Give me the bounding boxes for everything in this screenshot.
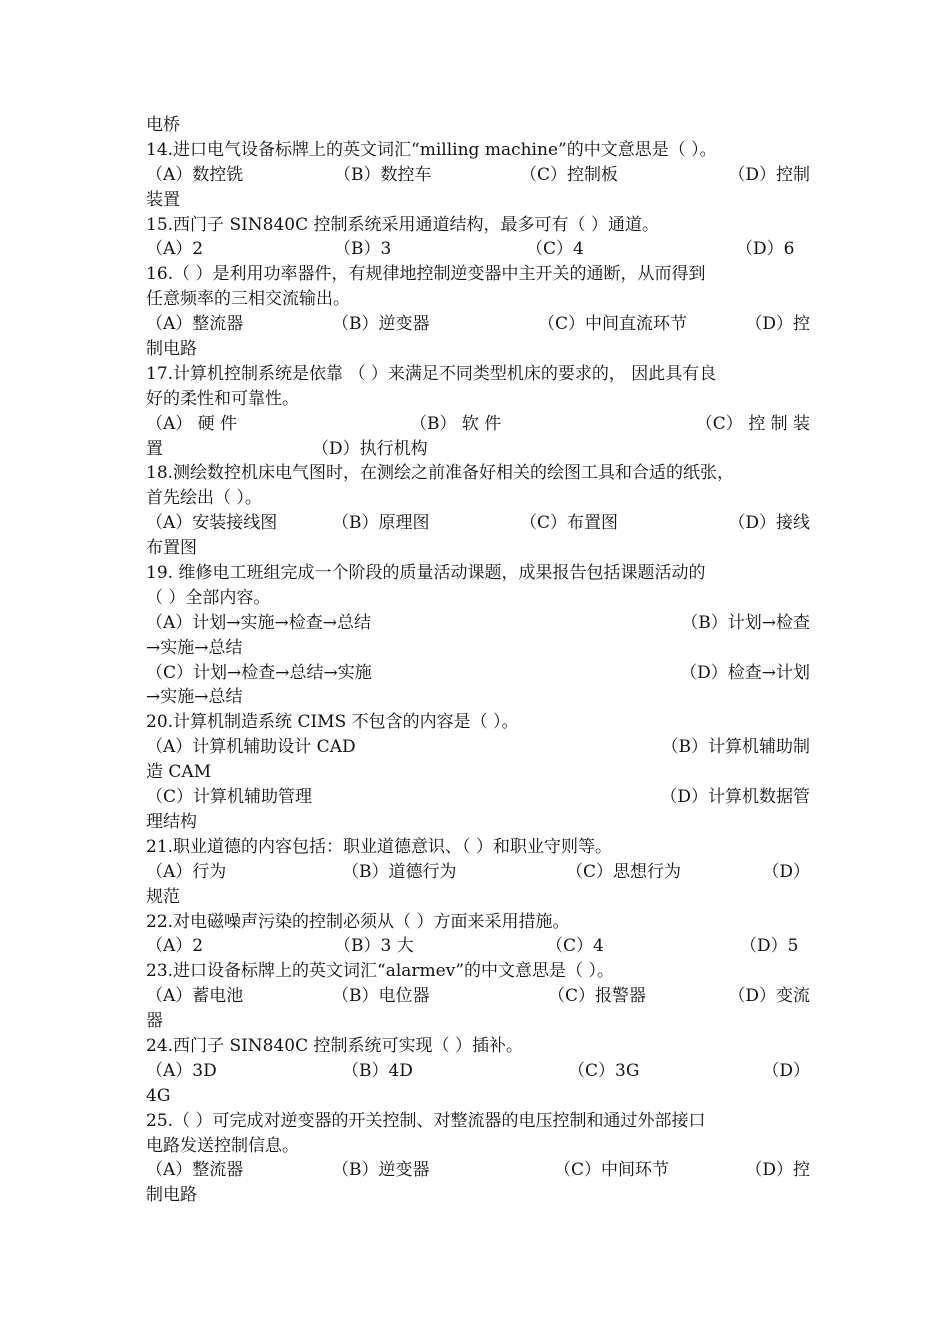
- option-a: （A）计算机辅助设计 CAD: [146, 737, 356, 758]
- option-c: （C）控制板: [520, 164, 619, 185]
- option-d: （D）5: [740, 936, 799, 957]
- options-23: [146, 984, 810, 1009]
- options-25: [146, 1158, 810, 1183]
- text-line: 制电路: [146, 339, 197, 360]
- options-22: [146, 934, 810, 959]
- option-b: （B）3: [334, 239, 392, 260]
- option-b: （B）数控车: [334, 164, 432, 185]
- text-line: 任意频率的三相交流输出。: [146, 289, 350, 310]
- option-c: （C）4: [526, 239, 584, 260]
- option-d: （D）6: [736, 239, 795, 260]
- question-25: 25.（ ）可完成对逆变器的开关控制、对整流器的电压控制和通过外部接口: [146, 1110, 706, 1131]
- text-line: 理结构: [146, 811, 197, 832]
- option-b: （B）计划→检查: [681, 612, 810, 633]
- option-c: （C）布置图: [520, 513, 619, 534]
- option-d: （D）: [762, 1060, 810, 1081]
- option-d: （D）控制: [728, 164, 810, 185]
- text-line: 电路发送控制信息。: [146, 1135, 299, 1156]
- question-16: 16.（ ）是利用功率器件，有规律地控制逆变器中主开关的通断，从而得到: [146, 264, 706, 285]
- options-20-ab: [146, 735, 810, 760]
- options-19-cd: [146, 661, 810, 686]
- option-d: （D）接线: [728, 513, 810, 534]
- text-line: 4G: [146, 1085, 171, 1106]
- options-20-cd: [146, 785, 810, 810]
- option-b: （B）电位器: [332, 986, 430, 1007]
- text-line: 造 CAM: [146, 762, 212, 783]
- option-a: （A） 硬 件: [146, 413, 238, 434]
- option-d: （D）控: [745, 1160, 810, 1181]
- options-17-cont: 置 （D）执行机构: [146, 437, 810, 462]
- options-16: [146, 312, 810, 337]
- question-15: 15.西门子 SIN840C 控制系统采用通道结构，最多可有（ ）通道。: [146, 214, 659, 235]
- text-line: 首先绘出（ ）。: [146, 488, 262, 509]
- option-d: （D）计算机数据管: [660, 787, 810, 808]
- option-c: （C）中间环节: [554, 1160, 670, 1181]
- option-b: （B）道德行为: [342, 861, 457, 882]
- options-24: [146, 1059, 810, 1084]
- text-line: 装置: [146, 189, 180, 210]
- option-c: （C）中间直流环节: [538, 314, 688, 335]
- question-21: 21.职业道德的内容包括：职业道德意识、（ ）和职业守则等。: [146, 836, 612, 857]
- option-a: （A）2: [146, 239, 204, 260]
- option-c: （C）计划→检查→总结→实施: [146, 662, 372, 683]
- option-a: （A）3D: [146, 1060, 217, 1081]
- option-b: （B）计算机辅助制: [661, 737, 810, 758]
- option-c: （C）计算机辅助管理: [146, 787, 313, 808]
- options-17: [146, 412, 810, 437]
- text-line: 制电路: [146, 1185, 197, 1206]
- option-b: （B） 软 件: [410, 413, 502, 434]
- option-a: （A）2: [146, 936, 204, 957]
- options-14: [146, 163, 810, 188]
- option-a: （A）整流器: [146, 1160, 244, 1181]
- option-d: （D）执行机构: [312, 438, 428, 459]
- question-19: 19. 维修电工班组完成一个阶段的质量活动课题，成果报告包括课题活动的: [146, 563, 706, 584]
- option-c: （C）思想行为: [566, 861, 682, 882]
- question-22: 22.对电磁噪声污染的控制必须从（ ）方面来采用措施。: [146, 911, 570, 932]
- option-c: （C）报警器: [548, 986, 647, 1007]
- option-d: （D）: [762, 861, 810, 882]
- question-18: 18.测绘数控机床电气图时，在测绘之前准备好相关的绘图工具和合适的纸张，: [146, 463, 735, 484]
- option-b: （B）逆变器: [332, 314, 430, 335]
- question-20: 20.计算机制造系统 CIMS 不包含的内容是（ ）。: [146, 712, 519, 733]
- option-a: （A）安装接线图: [146, 513, 278, 534]
- option-a: （A）行为: [146, 861, 227, 882]
- text-line: →实施→总结: [146, 687, 243, 708]
- text-line: 好的柔性和可靠性。: [146, 388, 299, 409]
- options-15: [146, 237, 810, 262]
- text-line: 规范: [146, 886, 180, 907]
- text-line: →实施→总结: [146, 637, 243, 658]
- option-c: （C）3G: [568, 1060, 640, 1081]
- option-a: （A）蓄电池: [146, 986, 244, 1007]
- options-21: [146, 860, 810, 885]
- text-line: 器: [146, 1011, 163, 1032]
- option-b: （B）4D: [342, 1060, 413, 1081]
- question-14: 14.进口电气设备标牌上的英文词汇“milling machine”的中文意思是（ ）。: [146, 139, 717, 160]
- option-d: （D）变流: [728, 986, 810, 1007]
- option-a: （A）整流器: [146, 314, 244, 335]
- text-line: 电桥: [146, 115, 180, 135]
- option-b: （B）3 大: [334, 936, 414, 957]
- option-d: （D）检查→计划: [680, 662, 810, 683]
- option-a: （A）计划→实施→检查→总结: [146, 612, 372, 633]
- options-18: [146, 511, 810, 536]
- question-24: 24.西门子 SIN840C 控制系统可实现（ ）插补。: [146, 1035, 523, 1056]
- option-c: （C） 控 制 装: [695, 413, 810, 434]
- option-c: （C）4: [546, 936, 604, 957]
- text-line: （ ）全部内容。: [146, 587, 271, 608]
- option-b: （B）原理图: [332, 513, 430, 534]
- option-d: （D）控: [745, 314, 810, 335]
- document-page: [146, 113, 810, 1208]
- option-b: （B）逆变器: [332, 1160, 430, 1181]
- option-a: （A）数控铣: [146, 164, 244, 185]
- question-23: 23.进口设备标牌上的英文词汇“alarmev”的中文意思是（ ）。: [146, 961, 614, 982]
- options-19: [146, 611, 810, 636]
- question-17: 17.计算机控制系统是依靠 （ ）来满足不同类型机床的要求的， 因此具有良: [146, 363, 717, 384]
- text-line: 布置图: [146, 538, 197, 559]
